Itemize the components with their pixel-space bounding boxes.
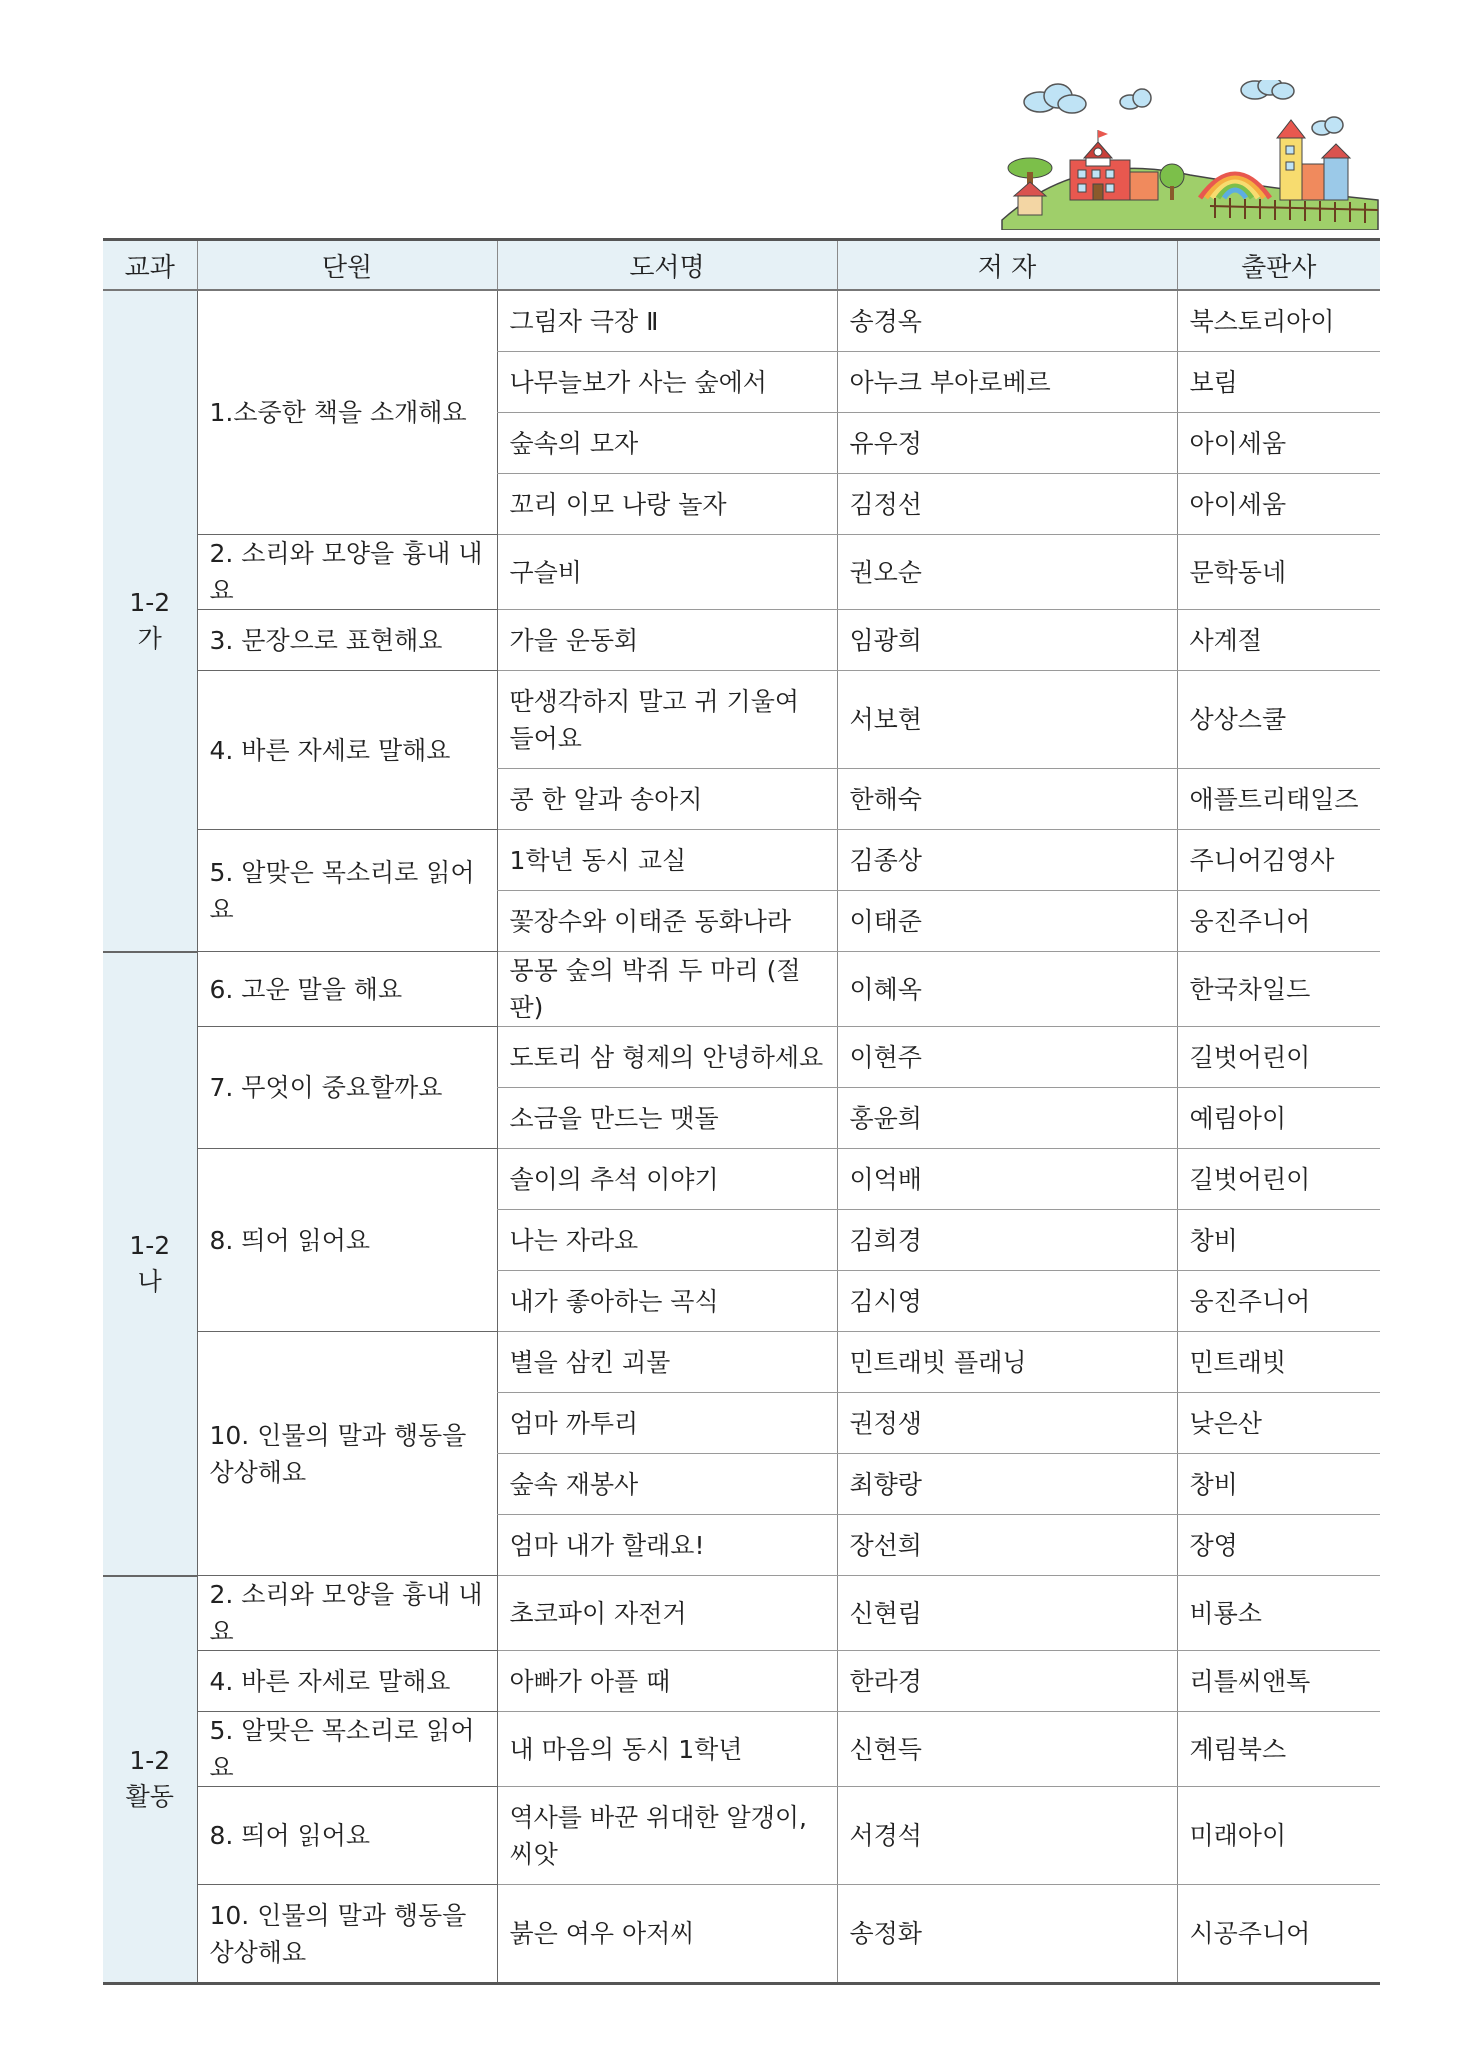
- book-title-cell: 나무늘보가 사는 숲에서: [497, 352, 837, 413]
- author-cell: 권오순: [837, 535, 1177, 610]
- book-title-cell: 엄마 까투리: [497, 1393, 837, 1454]
- publisher-cell: 장영: [1177, 1515, 1380, 1576]
- table-row: [103, 1149, 1380, 1210]
- author-cell: 최향랑: [837, 1454, 1177, 1515]
- unit-cell: 1.소중한 책을 소개해요: [197, 290, 497, 535]
- header-unit: 단원: [197, 240, 497, 291]
- author-cell: 권정생: [837, 1393, 1177, 1454]
- publisher-cell: 창비: [1177, 1454, 1380, 1515]
- book-title-cell: 엄마 내가 할래요!: [497, 1515, 837, 1576]
- book-title-cell: 아빠가 아플 때: [497, 1651, 837, 1712]
- cloud-icon: [1312, 117, 1343, 135]
- book-title-cell: 숲속의 모자: [497, 413, 837, 474]
- publisher-cell: 예림아이: [1177, 1088, 1380, 1149]
- table-row: [103, 290, 1380, 352]
- publisher-cell: 웅진주니어: [1177, 1271, 1380, 1332]
- author-cell: 한해숙: [837, 769, 1177, 830]
- publisher-cell: 웅진주니어: [1177, 891, 1380, 952]
- publisher-cell: 북스토리아이: [1177, 290, 1380, 352]
- table-row: [103, 671, 1380, 769]
- author-cell: 이현주: [837, 1027, 1177, 1088]
- table-row: [103, 1576, 1380, 1651]
- publisher-cell: 창비: [1177, 1210, 1380, 1271]
- author-cell: 이혜옥: [837, 952, 1177, 1027]
- header-subject: 교과: [103, 240, 197, 291]
- publisher-cell: 민트래빗: [1177, 1332, 1380, 1393]
- author-cell: 이억배: [837, 1149, 1177, 1210]
- publisher-cell: 시공주니어: [1177, 1885, 1380, 1984]
- subject-cell: 1-2 나: [103, 952, 197, 1576]
- author-cell: 유우정: [837, 413, 1177, 474]
- author-cell: 이태준: [837, 891, 1177, 952]
- publisher-cell: 비룡소: [1177, 1576, 1380, 1651]
- publisher-cell: 리틀씨앤톡: [1177, 1651, 1380, 1712]
- unit-cell: 8. 띄어 읽어요: [197, 1787, 497, 1885]
- unit-cell: 5. 알맞은 목소리로 읽어요: [197, 1712, 497, 1787]
- recommended-books-table: [103, 238, 1380, 1985]
- publisher-cell: 아이세움: [1177, 413, 1380, 474]
- book-title-cell: 내 마음의 동시 1학년: [497, 1712, 837, 1787]
- publisher-cell: 길벗어린이: [1177, 1027, 1380, 1088]
- book-title-cell: 콩 한 알과 송아지: [497, 769, 837, 830]
- book-title-cell: 별을 삼킨 괴물: [497, 1332, 837, 1393]
- publisher-cell: 길벗어린이: [1177, 1149, 1380, 1210]
- unit-cell: 4. 바른 자세로 말해요: [197, 1651, 497, 1712]
- header-author: 저 자: [837, 240, 1177, 291]
- author-cell: 홍윤희: [837, 1088, 1177, 1149]
- author-cell: 임광희: [837, 610, 1177, 671]
- author-cell: 민트래빗 플래닝: [837, 1332, 1177, 1393]
- book-title-cell: 1학년 동시 교실: [497, 830, 837, 891]
- publisher-cell: 한국차일드: [1177, 952, 1380, 1027]
- subject-cell: 1-2 가: [103, 290, 197, 952]
- author-cell: 한라경: [837, 1651, 1177, 1712]
- book-title-cell: 도토리 삼 형제의 안녕하세요: [497, 1027, 837, 1088]
- author-cell: 김시영: [837, 1271, 1177, 1332]
- book-title-cell: 가을 운동회: [497, 610, 837, 671]
- book-title-cell: 나는 자라요: [497, 1210, 837, 1271]
- table-body: [103, 290, 1380, 1984]
- unit-cell: 2. 소리와 모양을 흉내 내요: [197, 535, 497, 610]
- author-cell: 송정화: [837, 1885, 1177, 1984]
- unit-cell: 10. 인물의 말과 행동을 상상해요: [197, 1332, 497, 1576]
- publisher-cell: 문학동네: [1177, 535, 1380, 610]
- book-title-cell: 그림자 극장 Ⅱ: [497, 290, 837, 352]
- author-cell: 신현득: [837, 1712, 1177, 1787]
- table-row: [103, 1885, 1380, 1984]
- book-title-cell: 딴생각하지 말고 귀 기울여 들어요: [497, 671, 837, 769]
- book-title-cell: 역사를 바꾼 위대한 알갱이, 씨앗: [497, 1787, 837, 1885]
- table-row: [103, 1027, 1380, 1088]
- table-row: [103, 830, 1380, 891]
- book-title-cell: 내가 좋아하는 곡식: [497, 1271, 837, 1332]
- cloud-icon: [1024, 84, 1086, 113]
- unit-cell: 10. 인물의 말과 행동을 상상해요: [197, 1885, 497, 1984]
- book-title-cell: 솔이의 추석 이야기: [497, 1149, 837, 1210]
- table-row: [103, 1651, 1380, 1712]
- unit-cell: 3. 문장으로 표현해요: [197, 610, 497, 671]
- table-row: [103, 1787, 1380, 1885]
- unit-cell: 8. 띄어 읽어요: [197, 1149, 497, 1332]
- school-building-icon: [1070, 130, 1158, 200]
- book-title-cell: 몽몽 숲의 박쥐 두 마리 (절판): [497, 952, 837, 1027]
- unit-cell: 7. 무엇이 중요할까요: [197, 1027, 497, 1149]
- author-cell: 아누크 부아로베르: [837, 352, 1177, 413]
- unit-cell: 2. 소리와 모양을 흉내 내요: [197, 1576, 497, 1651]
- unit-cell: 6. 고운 말을 해요: [197, 952, 497, 1027]
- author-cell: 장선희: [837, 1515, 1177, 1576]
- publisher-cell: 애플트리태일즈: [1177, 769, 1380, 830]
- author-cell: 서보현: [837, 671, 1177, 769]
- publisher-cell: 상상스쿨: [1177, 671, 1380, 769]
- cloud-icon: [1120, 89, 1151, 109]
- author-cell: 송경옥: [837, 290, 1177, 352]
- author-cell: 서경석: [837, 1787, 1177, 1885]
- house-icon: [1014, 182, 1046, 215]
- publisher-cell: 주니어김영사: [1177, 830, 1380, 891]
- header-title: 도서명: [497, 240, 837, 291]
- subject-cell: 1-2 활동: [103, 1576, 197, 1984]
- book-title-cell: 붉은 여우 아저씨: [497, 1885, 837, 1984]
- publisher-cell: 보림: [1177, 352, 1380, 413]
- author-cell: 신현림: [837, 1576, 1177, 1651]
- header-publisher: 출판사: [1177, 240, 1380, 291]
- book-title-cell: 초코파이 자전거: [497, 1576, 837, 1651]
- table-row: [103, 1332, 1380, 1393]
- table-row: [103, 1712, 1380, 1787]
- author-cell: 김정선: [837, 474, 1177, 535]
- table-row: [103, 610, 1380, 671]
- unit-cell: 5. 알맞은 목소리로 읽어요: [197, 830, 497, 952]
- unit-cell: 4. 바른 자세로 말해요: [197, 671, 497, 830]
- publisher-cell: 사계절: [1177, 610, 1380, 671]
- author-cell: 김희경: [837, 1210, 1177, 1271]
- table-row: [103, 952, 1380, 1027]
- publisher-cell: 낮은산: [1177, 1393, 1380, 1454]
- publisher-cell: 계림북스: [1177, 1712, 1380, 1787]
- publisher-cell: 아이세움: [1177, 474, 1380, 535]
- cloud-icon: [1241, 80, 1294, 99]
- book-title-cell: 꽃장수와 이태준 동화나라: [497, 891, 837, 952]
- publisher-cell: 미래아이: [1177, 1787, 1380, 1885]
- author-cell: 김종상: [837, 830, 1177, 891]
- book-title-cell: 소금을 만드는 맷돌: [497, 1088, 837, 1149]
- village-illustration: [1000, 80, 1380, 230]
- book-title-cell: 꼬리 이모 나랑 놀자: [497, 474, 837, 535]
- table-header-row: [103, 240, 1380, 291]
- book-title-cell: 구슬비: [497, 535, 837, 610]
- book-title-cell: 숲속 재봉사: [497, 1454, 837, 1515]
- table-row: [103, 535, 1380, 610]
